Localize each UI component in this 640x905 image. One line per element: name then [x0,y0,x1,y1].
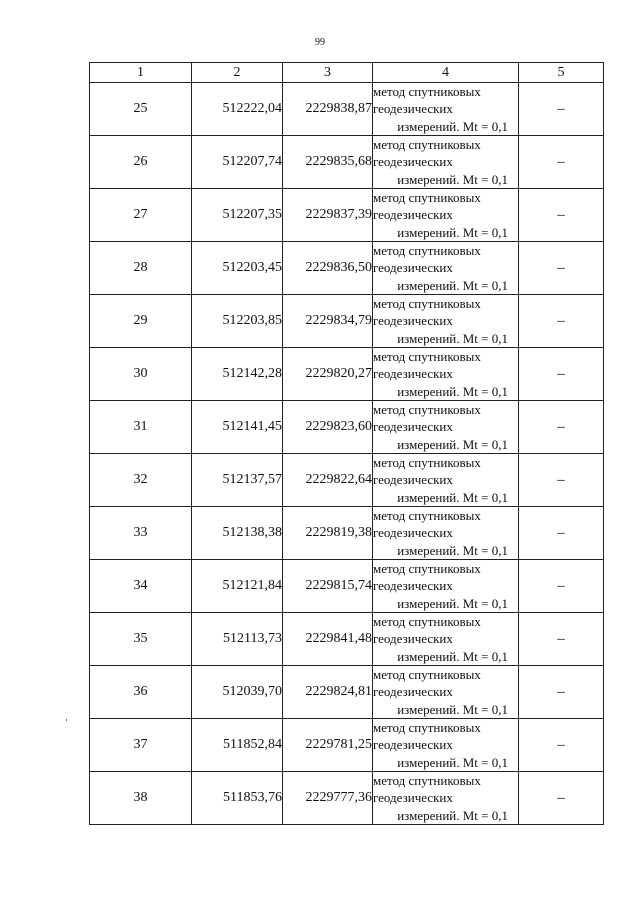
table-row [90,295,604,348]
method-line-3: измерений. Mt = 0,1 [397,436,508,452]
point-number: 28 [90,242,192,295]
method-line-2: геодезических [373,154,453,170]
header-col-5: 5 [519,63,604,83]
method-line-3: измерений. Mt = 0,1 [397,701,508,717]
method-line-2: геодезических [373,684,453,700]
point-number: 31 [90,401,192,454]
y-coordinate: 2229822,64 [283,454,373,507]
method-description [373,348,519,401]
point-number: 26 [90,136,192,189]
y-coordinate: 2229834,79 [283,295,373,348]
point-number: 32 [90,454,192,507]
method-line-1: метод спутниковых [373,296,481,312]
note-dash: – [519,348,604,401]
method-line-3: измерений. Mt = 0,1 [397,807,508,823]
method-description [373,560,519,613]
method-description [373,772,519,825]
table-row [90,242,604,295]
header-col-3: 3 [283,63,373,83]
method-line-3: измерений. Mt = 0,1 [397,489,508,505]
y-coordinate: 2229824,81 [283,666,373,719]
point-number: 34 [90,560,192,613]
method-description [373,719,519,772]
point-number: 37 [90,719,192,772]
method-line-1: метод спутниковых [373,137,481,153]
header-row [90,63,604,83]
method-line-3: измерений. Mt = 0,1 [397,754,508,770]
y-coordinate: 2229836,50 [283,242,373,295]
x-coordinate: 512137,57 [192,454,283,507]
y-coordinate: 2229837,39 [283,189,373,242]
coordinates-table [89,62,604,825]
note-dash: – [519,772,604,825]
method-line-1: метод спутниковых [373,508,481,524]
x-coordinate: 512142,28 [192,348,283,401]
point-number: 27 [90,189,192,242]
y-coordinate: 2229815,74 [283,560,373,613]
x-coordinate: 512121,84 [192,560,283,613]
method-line-2: геодезических [373,419,453,435]
method-line-1: метод спутниковых [373,190,481,206]
point-number: 35 [90,613,192,666]
method-line-3: измерений. Mt = 0,1 [397,648,508,664]
method-line-2: геодезических [373,313,453,329]
table-row [90,454,604,507]
y-coordinate: 2229819,38 [283,507,373,560]
scan-edge-mark [66,719,67,721]
point-number: 30 [90,348,192,401]
table-row [90,401,604,454]
method-line-1: метод спутниковых [373,720,481,736]
table-row [90,666,604,719]
x-coordinate: 512203,45 [192,242,283,295]
method-description [373,507,519,560]
y-coordinate: 2229777,36 [283,772,373,825]
method-description [373,295,519,348]
method-line-3: измерений. Mt = 0,1 [397,277,508,293]
method-line-1: метод спутниковых [373,243,481,259]
method-line-1: метод спутниковых [373,561,481,577]
y-coordinate: 2229838,87 [283,83,373,136]
method-description [373,666,519,719]
method-line-3: измерений. Mt = 0,1 [397,542,508,558]
point-number: 29 [90,295,192,348]
table-body [90,83,604,825]
method-line-2: геодезических [373,207,453,223]
method-description [373,136,519,189]
note-dash: – [519,507,604,560]
note-dash: – [519,136,604,189]
method-description [373,189,519,242]
page-number: 99 [315,37,325,48]
point-number: 25 [90,83,192,136]
y-coordinate: 2229781,25 [283,719,373,772]
method-description [373,242,519,295]
x-coordinate: 511853,76 [192,772,283,825]
method-line-2: геодезических [373,737,453,753]
point-number: 33 [90,507,192,560]
x-coordinate: 512113,73 [192,613,283,666]
note-dash: – [519,613,604,666]
method-line-1: метод спутниковых [373,455,481,471]
method-line-2: геодезических [373,366,453,382]
header-col-1: 1 [90,63,192,83]
x-coordinate: 512141,45 [192,401,283,454]
point-number: 36 [90,666,192,719]
note-dash: – [519,454,604,507]
method-line-3: измерений. Mt = 0,1 [397,224,508,240]
method-line-3: измерений. Mt = 0,1 [397,330,508,346]
method-line-1: метод спутниковых [373,614,481,630]
method-line-3: измерений. Mt = 0,1 [397,595,508,611]
method-description [373,613,519,666]
method-line-1: метод спутниковых [373,402,481,418]
x-coordinate: 512203,85 [192,295,283,348]
x-coordinate: 512207,74 [192,136,283,189]
method-line-3: измерений. Mt = 0,1 [397,383,508,399]
note-dash: – [519,295,604,348]
method-description [373,83,519,136]
note-dash: – [519,83,604,136]
table-row [90,348,604,401]
method-line-2: геодезических [373,525,453,541]
method-line-1: метод спутниковых [373,84,481,100]
header-col-4: 4 [373,63,519,83]
note-dash: – [519,560,604,613]
note-dash: – [519,189,604,242]
method-line-1: метод спутниковых [373,349,481,365]
note-dash: – [519,666,604,719]
method-line-2: геодезических [373,631,453,647]
y-coordinate: 2229835,68 [283,136,373,189]
table-header [90,63,604,83]
table-row [90,560,604,613]
x-coordinate: 512138,38 [192,507,283,560]
x-coordinate: 512207,35 [192,189,283,242]
note-dash: – [519,242,604,295]
x-coordinate: 511852,84 [192,719,283,772]
note-dash: – [519,719,604,772]
y-coordinate: 2229820,27 [283,348,373,401]
method-line-1: метод спутниковых [373,773,481,789]
method-line-2: геодезических [373,472,453,488]
table-row [90,507,604,560]
method-description [373,401,519,454]
table-row [90,189,604,242]
table-row [90,719,604,772]
header-col-2: 2 [192,63,283,83]
point-number: 38 [90,772,192,825]
method-line-2: геодезических [373,101,453,117]
table-row [90,83,604,136]
method-line-2: геодезических [373,578,453,594]
y-coordinate: 2229823,60 [283,401,373,454]
method-line-2: геодезических [373,260,453,276]
x-coordinate: 512039,70 [192,666,283,719]
note-dash: – [519,401,604,454]
y-coordinate: 2229841,48 [283,613,373,666]
method-description [373,454,519,507]
method-line-3: измерений. Mt = 0,1 [397,171,508,187]
method-line-3: измерений. Mt = 0,1 [397,118,508,134]
table-row [90,613,604,666]
table-row [90,772,604,825]
method-line-1: метод спутниковых [373,667,481,683]
x-coordinate: 512222,04 [192,83,283,136]
method-line-2: геодезических [373,790,453,806]
table-row [90,136,604,189]
